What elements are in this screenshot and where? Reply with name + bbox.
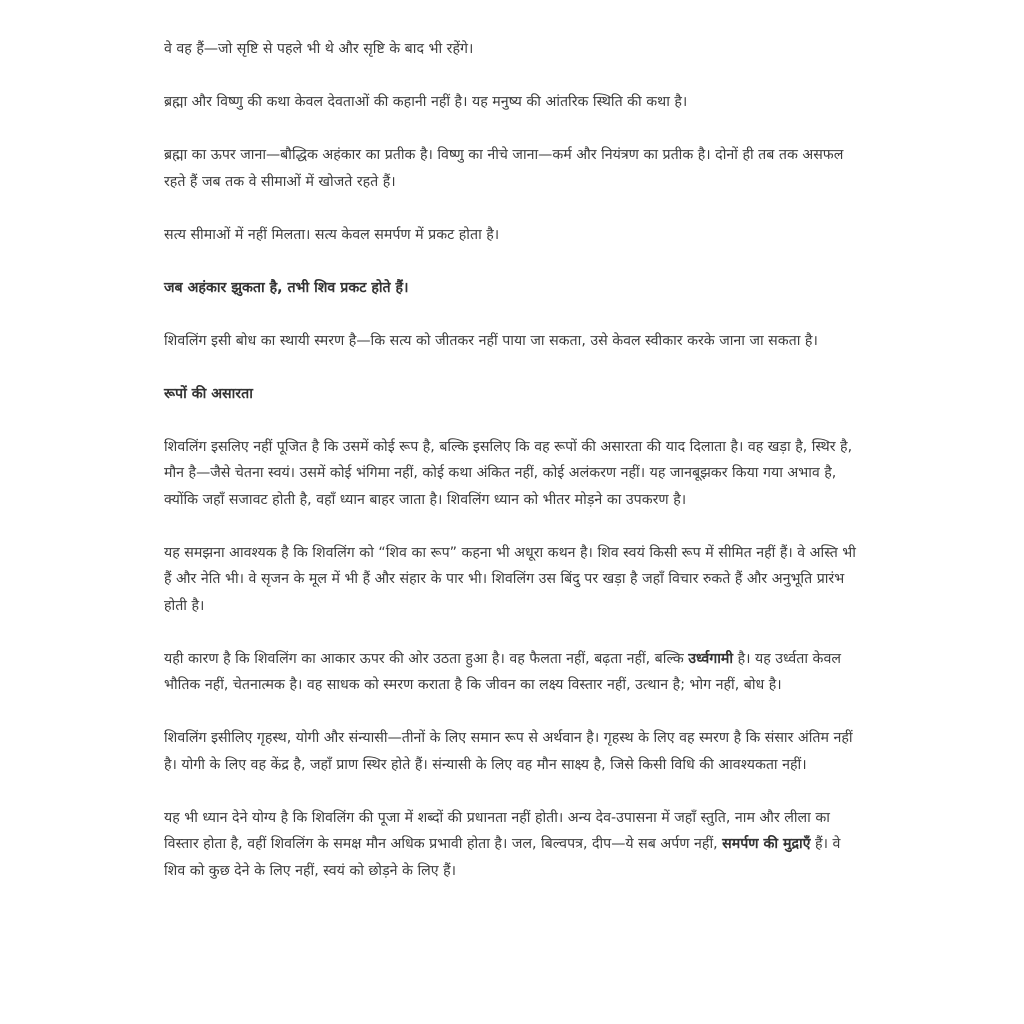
paragraph-11-bold-term: समर्पण की मुद्राएँ bbox=[722, 836, 811, 852]
paragraph-1: वे वह हैं—जो सृष्टि से पहले भी थे और सृष्टि के बाद भी रहेंगे। bbox=[164, 41, 474, 57]
section-heading: रूपों की असारता bbox=[164, 385, 253, 402]
paragraph-9-bold-term: उर्ध्वगामी bbox=[688, 650, 734, 667]
paragraph-2: ब्रह्मा और विष्णु की कथा केवल देवताओं की कहानी नहीं है। यह मनुष्य की आंतरिक स्थिति की कथा है। bbox=[164, 94, 688, 110]
paragraph-7: शिवलिंग इसलिए नहीं पूजित है कि उसमें कोई रूप है, बल्कि इसलिए कि वह रूपों की असारता की याद दिलाता है। वह खड़ा है, स्थिर है, मौन है—जैसे चेतना स्वयं। उसमें कोई भंगिमा नहीं, कोई कथा अंकित नहीं, कोई अलंकरण नहीं। यह जानबूझकर किया गया अभाव है, क्योंकि जहाँ सजावट होती है, वहाँ ध्यान बाहर जाता है। शिवलिंग ध्यान को भीतर मोड़ने का उपकरण है। bbox=[164, 438, 853, 508]
paragraph-9-text-start: यही कारण है कि शिवलिंग का आकार ऊपर की ओर उठता हुआ है। वह फैलता नहीं, बढ़ता नहीं, बल्कि bbox=[164, 650, 689, 667]
paragraph-9 bbox=[164, 646, 864, 699]
paragraph-11-text-end: हैं। वे शिव को कुछ देने के लिए नहीं, स्वयं को छोड़ने के लिए हैं। bbox=[164, 836, 841, 879]
paragraph-11-text-start: यह भी ध्यान देने योग्य है कि शिवलिंग की पूजा में शब्दों की प्रधानता नहीं होती। अन्य देव-उपासना में जहाँ स्तुति, नाम और लीला का विस्तार होता है, वहीं शिवलिंग के समक्ष मौन अधिक प्रभावी होता है। जल, बिल्वपत्र, दीप—ये सब अर्पण नहीं, bbox=[164, 809, 830, 852]
paragraph-3: ब्रह्मा का ऊपर जाना—बौद्धिक अहंकार का प्रतीक है। विष्णु का नीचे जाना—कर्म और नियंत्रण का प्रतीक है। दोनों ही तब तक असफल रहते हैं जब तक वे सीमाओं में खोजते रहते हैं। bbox=[164, 147, 844, 190]
paragraph-8: यह समझना आवश्यक है कि शिवलिंग को “शिव का रूप” कहना भी अधूरा कथन है। शिव स्वयं किसी रूप में सीमित नहीं हैं। वे अस्ति भी हैं और नेति भी। वे सृजन के मूल में भी हैं और संहार के पार भी। शिवलिंग उस बिंदु पर खड़ा है जहाँ विचार रुकते हैं और अनुभूति प्रारंभ होती है। bbox=[164, 544, 856, 614]
article-body bbox=[164, 36, 864, 911]
paragraph-6: शिवलिंग इसी बोध का स्थायी स्मरण है—कि सत्य को जीतकर नहीं पाया जा सकता, उसे केवल स्वीकार करके जाना जा सकता है। bbox=[164, 332, 818, 349]
paragraph-10: शिवलिंग इसीलिए गृहस्थ, योगी और संन्यासी—तीनों के लिए समान रूप से अर्थवान है। गृहस्थ के लिए वह स्मरण है कि संसार अंतिम नहीं है। योगी के लिए वह केंद्र है, जहाँ प्राण स्थिर होते हैं। संन्यासी के लिए वह मौन साक्ष्य है, जिसे किसी विधि की आवश्यकता नहीं। bbox=[164, 730, 853, 773]
paragraph-9-text-end: है। यह उर्ध्वता केवल भौतिक नहीं, चेतनात्मक है। वह साधक को स्मरण कराता है कि जीवन का लक्ष्य विस्तार नहीं, उत्थान है; भोग नहीं, बोध है। bbox=[164, 650, 841, 693]
bold-statement: जब अहंकार झुकता है, तभी शिव प्रकट होते हैं। bbox=[164, 279, 409, 296]
paragraph-11 bbox=[164, 805, 864, 885]
paragraph-4: सत्य सीमाओं में नहीं मिलता। सत्य केवल समर्पण में प्रकट होता है। bbox=[164, 226, 500, 243]
